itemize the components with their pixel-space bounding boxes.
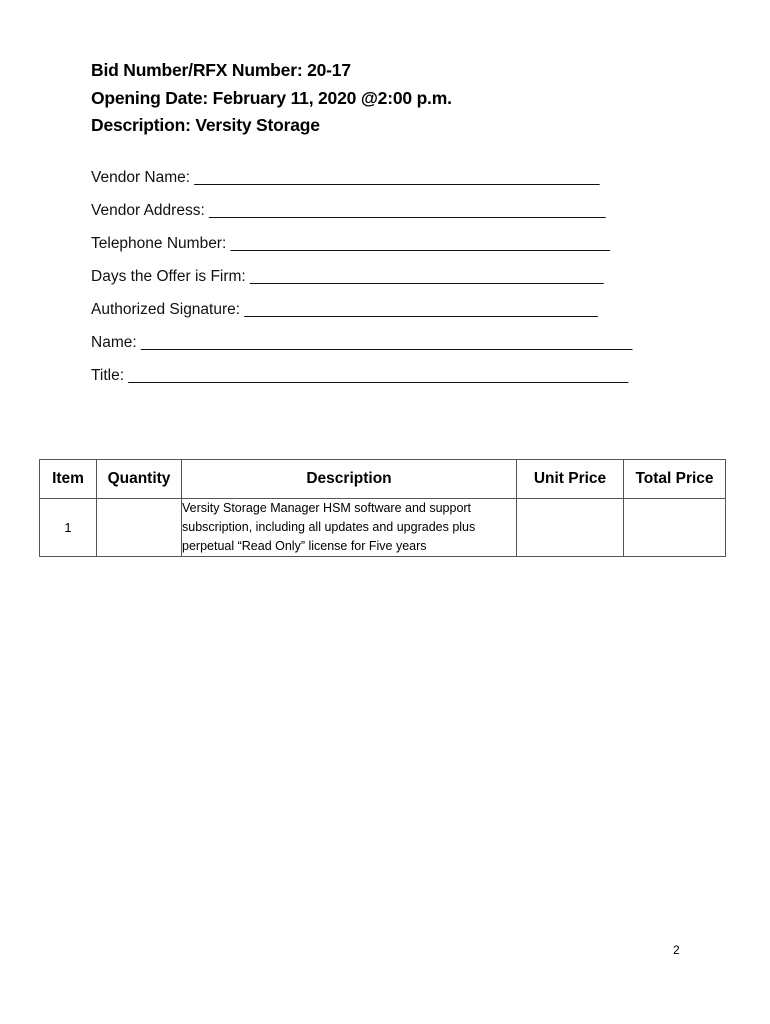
vendor-name-field[interactable]: Vendor Name: _______________________________________________ xyxy=(91,169,600,186)
header-description: Description xyxy=(182,460,517,499)
cell-quantity[interactable] xyxy=(97,499,182,557)
days-offer-firm-field[interactable]: Days the Offer is Firm: _________________________________________ xyxy=(91,268,604,285)
table-header-row xyxy=(40,460,726,499)
vendor-address-field[interactable]: Vendor Address: ______________________________________________ xyxy=(91,202,606,219)
opening-date: Opening Date: February 11, 2020 @2:00 p.m. xyxy=(91,87,452,108)
cell-unit-price[interactable] xyxy=(517,499,624,557)
bid-header xyxy=(91,57,452,140)
authorized-signature-field[interactable]: Authorized Signature: _________________________________________ xyxy=(91,301,598,318)
price-table xyxy=(39,459,726,557)
header-unit-price: Unit Price xyxy=(517,460,624,499)
telephone-number-field[interactable]: Telephone Number: ____________________________________________ xyxy=(91,235,610,252)
cell-item: 1 xyxy=(40,499,97,557)
header-total-price: Total Price xyxy=(624,460,726,499)
bid-number: Bid Number/RFX Number: 20-17 xyxy=(91,60,351,80)
bid-description: Description: Versity Storage xyxy=(91,115,320,135)
cell-total-price[interactable] xyxy=(624,499,726,557)
vendor-fields xyxy=(91,161,681,392)
name-field[interactable]: Name: _________________________________________________________ xyxy=(91,334,633,351)
cell-description: Versity Storage Manager HSM software and support subscription, including all updates and upgrades plus perpetual “Read Only” license for Five years xyxy=(182,499,517,557)
title-field[interactable]: Title: __________________________________________________________ xyxy=(91,367,629,384)
table-row xyxy=(40,499,726,557)
page-number: 2 xyxy=(673,943,680,957)
header-item: Item xyxy=(40,460,97,499)
header-quantity: Quantity xyxy=(97,460,182,499)
